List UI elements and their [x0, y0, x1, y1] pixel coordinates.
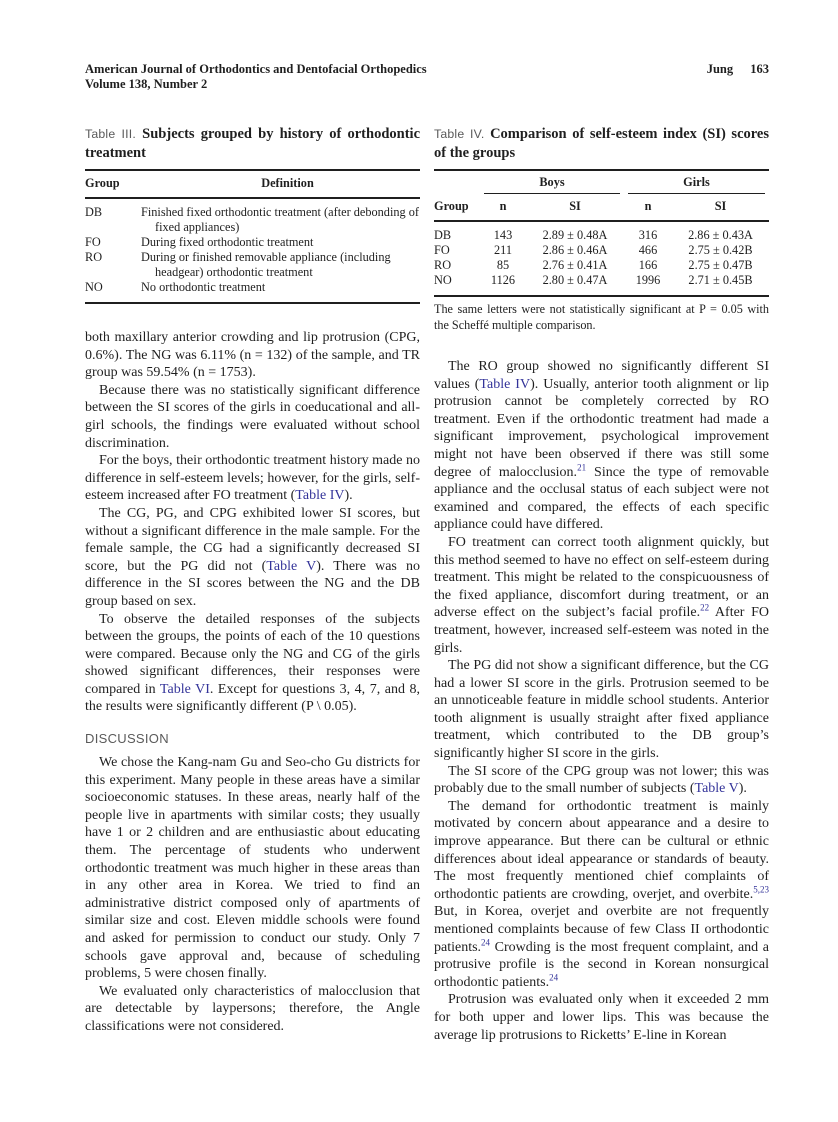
boys-n-cell: 143 [493, 228, 513, 242]
definition-cell: During fixed orthodontic treatment [141, 235, 314, 249]
paragraph [85, 452, 420, 505]
page-header [85, 62, 769, 92]
col-boys-si: SI [526, 194, 624, 221]
boys-si-cell: 2.86 ± 0.46A [542, 243, 608, 257]
paragraph [85, 329, 420, 382]
table-4-caption [434, 125, 769, 163]
group-cell: DB [434, 228, 452, 242]
definition-cell: Finished fixed orthodontic treatment (after debonding of fixed appliances) [141, 205, 419, 234]
paragraph [434, 534, 769, 657]
table-4 [434, 169, 769, 297]
girls-n-cell: 166 [638, 258, 658, 272]
paragraph [85, 382, 420, 452]
running-head [707, 62, 769, 77]
citation-reference-link[interactable]: 21 [577, 461, 587, 472]
table-row [434, 243, 769, 258]
text-run: The SI score of the CPG group was not lower; this was probably due to the small number of subjects ( [434, 763, 769, 797]
two-column-body [85, 125, 769, 1044]
text-run: Protrusion was evaluated only when it exceeded 2 mm for both upper and lower lips. This was because the average lip protrusions to Ricketts’ E-line in Korean [434, 992, 769, 1043]
text-run: The RO group showed no significantly different SI values ( [434, 359, 769, 392]
girls-n-cell: 316 [638, 228, 658, 242]
boys-n-cell: 1126 [490, 273, 516, 287]
paragraph [434, 798, 769, 992]
text-run: We chose the Kang-nam Gu and Seo-cho Gu districts for this experiment. Many people in these areas have a similar socioeconomic statuses. In these areas, nearly half of the people live in apartments with similar costs; they usually have 1 or 2 children and are enthusiastic about educating them. The percentage of students who underwent orthodontic treatment was much higher in these areas than in any other area in Korea. We tried to find an administrative district composed only of apartments of similar size and cost. Eleven middle schools were found and asked for permission to conduct our study. Only 7 schools gave approval and, because of scheduling problems, 5 were chosen finally. [85, 755, 420, 982]
girls-n-cell: 466 [638, 243, 658, 257]
boys-si-cell: 2.89 ± 0.48A [542, 228, 608, 242]
table-3-label: Table III. [85, 127, 137, 141]
text-run: We evaluated only characteristics of malocclusion that are detectable by laypersons; therefore, the Angle classifications were not considered. [85, 983, 420, 1034]
text-run: FO treatment can correct tooth alignment quickly, but this method seemed to have no effect on self-esteem during treatment. This might be related to the conspicuousness of the fixed appliance, discomfort during treatment, or an adverse effect on the subject’s facial profile. [434, 534, 769, 621]
table-row [434, 221, 769, 243]
text-run: ). There was no difference in the SI scores between the NG and the DB group based on sex. [85, 558, 421, 609]
paragraph [434, 657, 769, 763]
col-girls-si: SI [672, 194, 769, 221]
table-3-col-definition: Definition [155, 170, 420, 198]
table-3 [85, 169, 420, 304]
table-row [434, 273, 769, 296]
table-reference-link[interactable]: Table IV [295, 488, 345, 504]
paragraph [85, 505, 420, 611]
table-reference-link[interactable]: Table IV [479, 376, 531, 392]
definition-cell: During or finished removable appliance (including headgear) orthodontic treatment [141, 250, 391, 279]
girls-n-cell: 1996 [635, 273, 661, 287]
discussion-heading: DISCUSSION [85, 731, 169, 747]
col-group: Group [434, 194, 480, 221]
table-reference-link[interactable]: Table V [694, 781, 739, 797]
text-run: Since the type of removable appliance and the occlusal status of each subject were not examined and compared, the effects of each specific appliance could have differed. [434, 464, 769, 533]
paragraph [85, 754, 420, 983]
author-name: Jung [706, 62, 734, 76]
journal-title: American Journal of Orthodontics and Dentofacial Orthopedics [85, 62, 427, 76]
table-3-caption [85, 125, 420, 163]
girls-si-cell: 2.71 ± 0.45B [688, 273, 753, 287]
text-run: Because there was no statistically significant difference between the SI scores of the girls in coeducational and all-girl schools, the findings were evaluated without school discrimination. [85, 382, 420, 451]
group-cell: DB [85, 205, 103, 219]
table-row [434, 258, 769, 273]
table-3-col-group: Group [85, 170, 155, 198]
boys-n-cell: 211 [494, 243, 512, 257]
girls-group-header: Girls [624, 170, 769, 194]
page-number: 163 [750, 62, 769, 76]
table-row [85, 280, 420, 303]
group-cell: NO [85, 280, 103, 294]
citation-reference-link[interactable]: 5,23 [753, 884, 769, 895]
table-3-block [85, 125, 420, 304]
group-cell: FO [85, 235, 101, 249]
group-cell: FO [434, 243, 450, 257]
girls-si-cell: 2.75 ± 0.47B [688, 258, 753, 272]
table-row [85, 198, 420, 235]
text-run: The demand for orthodontic treatment is mainly motivated by concern about appearance and a desire to improve appearance. But there can be cultural or ethnic differences about ideal appearance or standards of beauty. The most frequently mentioned chief complaints of orthodontic patients are crowding, overjet, and overbite. [434, 798, 769, 902]
girls-si-cell: 2.75 ± 0.42B [688, 243, 753, 257]
table-4-footnote: The same letters were not statistically significant at P = 0.05 with the Scheffé multiple comparison. [434, 302, 769, 332]
boys-si-cell: 2.76 ± 0.41A [542, 258, 608, 272]
group-cell: NO [434, 273, 452, 287]
table-4-label: Table IV. [434, 127, 485, 141]
girls-si-cell: 2.86 ± 0.43A [688, 228, 753, 242]
boys-group-header: Boys [480, 170, 624, 194]
journal-volume: Volume 138, Number 2 [85, 77, 208, 91]
spacer-cell [434, 170, 480, 194]
left-column-text [85, 329, 420, 1036]
table-row [85, 235, 420, 250]
table-3-title: Subjects grouped by history of orthodontic treatment [85, 126, 421, 161]
right-column-text [434, 358, 769, 1044]
citation-reference-link[interactable]: 24 [549, 972, 559, 983]
paragraph [434, 991, 769, 1044]
paragraph [85, 611, 420, 717]
text-run: After FO treatment, however, increased self-esteem was noted in the girls. [434, 605, 769, 656]
boys-n-cell: 85 [496, 258, 510, 272]
right-column [434, 125, 769, 1044]
definition-cell: No orthodontic treatment [141, 280, 266, 294]
text-run: ). [344, 488, 353, 504]
left-column [85, 125, 420, 1044]
paragraph [434, 358, 769, 534]
boys-si-cell: 2.80 ± 0.47A [542, 273, 608, 287]
text-run: To observe the detailed responses of the subjects between the groups, the points of each of the 10 questions were compared. Because only the NG and CG of the girls showed significant differences, their responses were compared in [85, 611, 420, 697]
text-run: ). Usually, anterior tooth alignment or lip protrusion cannot be completely corrected by RO treatment. Even if the orthodontic treatment had made a significant improvement, psychological improvement might not have been observed if there was still some degree of malocclusion. [434, 376, 770, 480]
text-run: Crowding is the most frequent complaint, and a protrusive profile is the second in Korean nonsurgical orthodontic patients. [434, 939, 769, 990]
paragraph [434, 763, 769, 798]
group-cell: RO [434, 258, 452, 272]
table-row [85, 250, 420, 280]
paragraph [85, 983, 420, 1036]
col-boys-n: n [480, 194, 526, 221]
journal-identification [85, 62, 427, 92]
citation-reference-link[interactable]: 22 [700, 602, 710, 613]
table-reference-link[interactable]: Table VI [159, 681, 210, 697]
text-run: both maxillary anterior crowding and lip protrusion (CPG, 0.6%). The NG was 6.11% (n = 132) of the sample, and TR group was 59.54% (n = 1753). [85, 330, 420, 381]
text-run: The PG did not show a significant difference, but the CG had a lower SI score in the girls. Protrusion seemed to be an unnoticeable feature in middle school students. Anterior tooth alignment is usually straight after fixed appliance treatment, which contributed to the DB group’s significantly higher SI score in the girls. [434, 658, 769, 762]
text-run: . Except for questions 3, 4, 7, and 8, the results were significantly different (P \ 0.05). [85, 681, 420, 715]
col-girls-n: n [624, 194, 672, 221]
table-reference-link[interactable]: Table V [266, 558, 317, 574]
table-4-block [434, 125, 769, 333]
text-run: ). [738, 781, 747, 797]
text-run: For the boys, their orthodontic treatment history made no difference in self-esteem levels; however, for the girls, self-esteem increased after FO treatment ( [85, 453, 420, 504]
text-run: But, in Korea, overjet and overbite are not frequently mentioned complaints because of few Class II orthodontic patients. [434, 904, 769, 955]
text-run: The CG, PG, and CPG exhibited lower SI scores, but without a significant difference in the male sample. For the female sample, the CG had a significantly decreased SI score, but the PG did not ( [85, 505, 420, 574]
citation-reference-link[interactable]: 24 [481, 936, 491, 947]
table-4-title: Comparison of self-esteem index (SI) scores of the groups [434, 126, 770, 161]
group-cell: RO [85, 250, 103, 264]
